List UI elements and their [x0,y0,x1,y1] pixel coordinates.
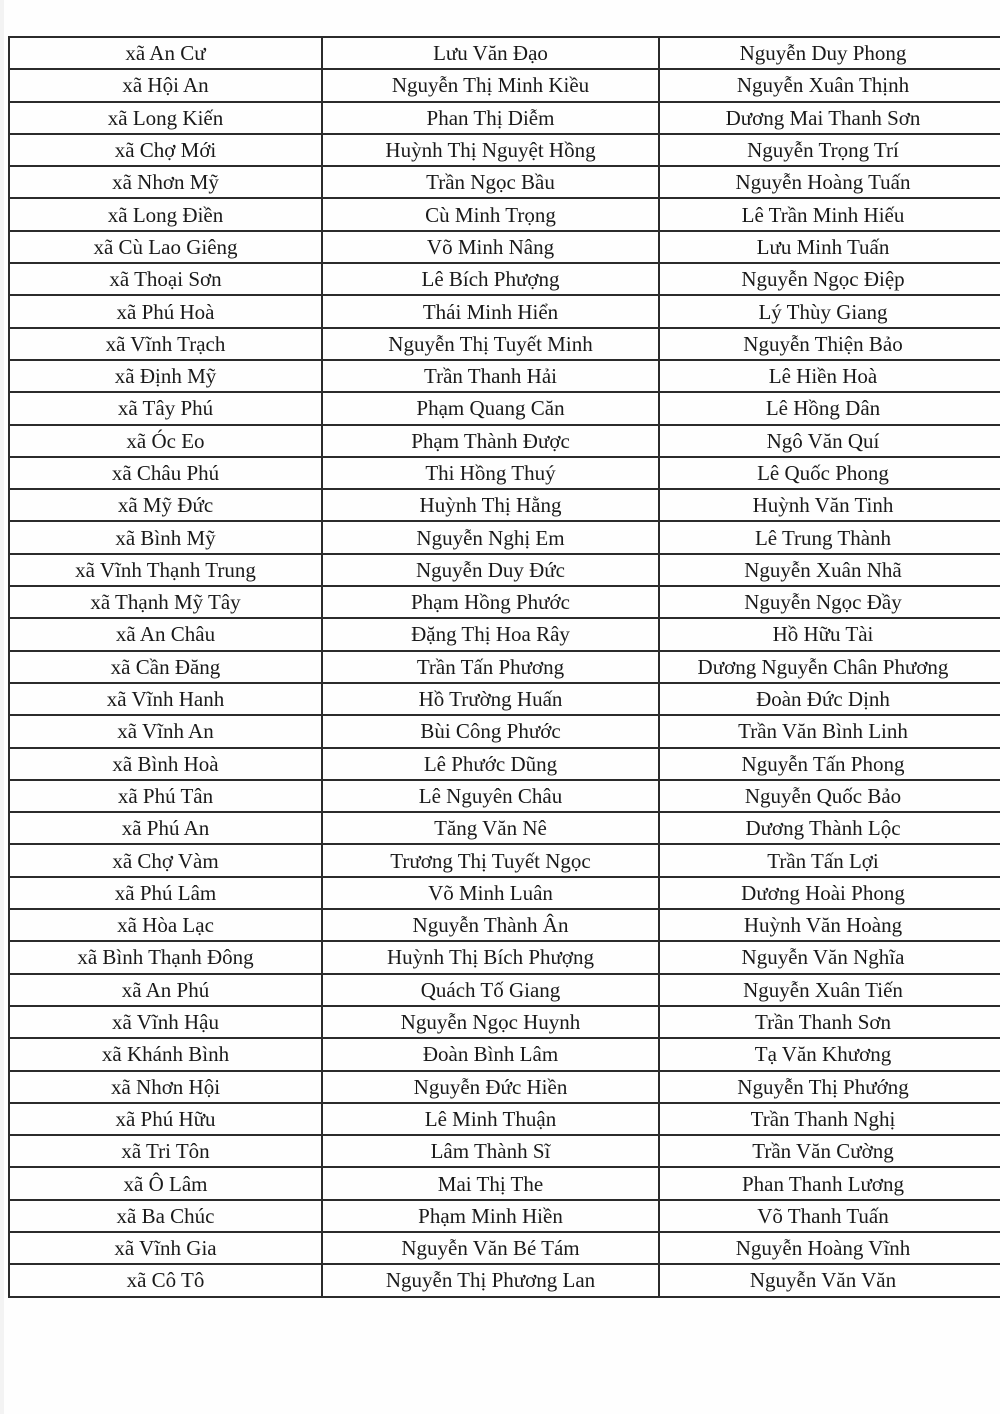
table-row [9,295,1000,327]
person-2-cell: Lê Trung Thành [659,521,1000,553]
table-row [9,909,1000,941]
person-1-cell: Phan Thị Diễm [322,102,659,134]
person-1-cell: Bùi Công Phước [322,715,659,747]
commune-cell: xã Thoại Sơn [9,263,322,295]
person-2-cell: Nguyễn Quốc Bảo [659,780,1000,812]
table-row [9,812,1000,844]
person-2-cell: Nguyễn Thiện Bảo [659,328,1000,360]
table-row [9,521,1000,553]
commune-cell: xã Long Kiến [9,102,322,134]
table-row [9,1167,1000,1199]
person-1-cell: Lê Minh Thuận [322,1103,659,1135]
person-2-cell: Nguyễn Trọng Trí [659,134,1000,166]
table-row [9,715,1000,747]
person-2-cell: Phan Thanh Lương [659,1167,1000,1199]
table-row [9,554,1000,586]
commune-cell: xã Phú Lâm [9,877,322,909]
person-2-cell: Lê Quốc Phong [659,457,1000,489]
commune-cell: xã Tri Tôn [9,1135,322,1167]
commune-cell: xã Long Điền [9,198,322,230]
person-2-cell: Trần Văn Cường [659,1135,1000,1167]
person-1-cell: Nguyễn Thị Tuyết Minh [322,328,659,360]
commune-personnel-table [8,36,1000,1298]
commune-cell: xã An Cư [9,37,322,69]
commune-cell: xã Bình Thạnh Đông [9,941,322,973]
person-1-cell: Lê Phước Dũng [322,748,659,780]
person-2-cell: Trần Thanh Sơn [659,1006,1000,1038]
table-row [9,360,1000,392]
table-row [9,651,1000,683]
person-1-cell: Võ Minh Luân [322,877,659,909]
person-2-cell: Huỳnh Văn Hoàng [659,909,1000,941]
table-row [9,748,1000,780]
person-1-cell: Mai Thị The [322,1167,659,1199]
person-2-cell: Trần Thanh Nghị [659,1103,1000,1135]
person-1-cell: Cù Minh Trọng [322,198,659,230]
table-row [9,457,1000,489]
commune-cell: xã Hòa Lạc [9,909,322,941]
table-row [9,1071,1000,1103]
table-row [9,941,1000,973]
table-row [9,263,1000,295]
commune-cell: xã Thạnh Mỹ Tây [9,586,322,618]
person-1-cell: Đoàn Bình Lâm [322,1038,659,1070]
person-2-cell: Lý Thùy Giang [659,295,1000,327]
table-row [9,1264,1000,1296]
person-1-cell: Thi Hồng Thuý [322,457,659,489]
table-row [9,489,1000,521]
table-row [9,425,1000,457]
person-1-cell: Hồ Trường Huấn [322,683,659,715]
person-1-cell: Huỳnh Thị Nguyệt Hồng [322,134,659,166]
commune-cell: xã Châu Phú [9,457,322,489]
person-1-cell: Nguyễn Thị Minh Kiều [322,69,659,101]
commune-cell: xã Bình Hoà [9,748,322,780]
person-2-cell: Nguyễn Tấn Phong [659,748,1000,780]
commune-cell: xã Nhơn Mỹ [9,166,322,198]
commune-cell: xã Chợ Mới [9,134,322,166]
person-2-cell: Hồ Hữu Tài [659,618,1000,650]
person-2-cell: Dương Hoài Phong [659,877,1000,909]
person-2-cell: Nguyễn Ngọc Đầy [659,586,1000,618]
table-row [9,1232,1000,1264]
person-1-cell: Võ Minh Nâng [322,231,659,263]
table-row [9,166,1000,198]
person-2-cell: Trần Tấn Lợi [659,844,1000,876]
person-1-cell: Phạm Hồng Phước [322,586,659,618]
commune-cell: xã Vĩnh Gia [9,1232,322,1264]
table-row [9,1038,1000,1070]
person-1-cell: Phạm Minh Hiền [322,1200,659,1232]
person-1-cell: Nguyễn Văn Bé Tám [322,1232,659,1264]
commune-cell: xã Phú Hoà [9,295,322,327]
commune-cell: xã Ô Lâm [9,1167,322,1199]
person-1-cell: Trần Thanh Hải [322,360,659,392]
person-2-cell: Tạ Văn Khương [659,1038,1000,1070]
person-1-cell: Lưu Văn Đạo [322,37,659,69]
commune-cell: xã Tây Phú [9,392,322,424]
person-1-cell: Phạm Quang Căn [322,392,659,424]
commune-cell: xã Ba Chúc [9,1200,322,1232]
table-row [9,683,1000,715]
person-2-cell: Huỳnh Văn Tinh [659,489,1000,521]
commune-cell: xã Phú Hữu [9,1103,322,1135]
person-1-cell: Huỳnh Thị Hằng [322,489,659,521]
commune-cell: xã Óc Eo [9,425,322,457]
person-2-cell: Nguyễn Xuân Nhã [659,554,1000,586]
table-row [9,328,1000,360]
person-1-cell: Trương Thị Tuyết Ngọc [322,844,659,876]
person-2-cell: Võ Thanh Tuấn [659,1200,1000,1232]
person-1-cell: Nguyễn Duy Đức [322,554,659,586]
page-edge [0,0,4,1414]
table-row [9,1006,1000,1038]
person-1-cell: Lâm Thành Sĩ [322,1135,659,1167]
table-row [9,974,1000,1006]
person-1-cell: Nguyễn Đức Hiền [322,1071,659,1103]
commune-cell: xã Cần Đăng [9,651,322,683]
person-1-cell: Lê Bích Phượng [322,263,659,295]
person-2-cell: Nguyễn Xuân Thịnh [659,69,1000,101]
table-row [9,780,1000,812]
commune-cell: xã Vĩnh Hanh [9,683,322,715]
person-2-cell: Nguyễn Hoàng Tuấn [659,166,1000,198]
commune-cell: xã Vĩnh An [9,715,322,747]
person-1-cell: Đặng Thị Hoa Rây [322,618,659,650]
commune-cell: xã Định Mỹ [9,360,322,392]
person-1-cell: Nguyễn Nghị Em [322,521,659,553]
person-1-cell: Tăng Văn Nê [322,812,659,844]
person-2-cell: Nguyễn Ngọc Điệp [659,263,1000,295]
table-row [9,198,1000,230]
person-1-cell: Trần Ngọc Bầu [322,166,659,198]
table-row [9,1103,1000,1135]
person-1-cell: Trần Tấn Phương [322,651,659,683]
person-2-cell: Ngô Văn Quí [659,425,1000,457]
person-1-cell: Huỳnh Thị Bích Phượng [322,941,659,973]
person-2-cell: Nguyễn Duy Phong [659,37,1000,69]
commune-cell: xã Nhơn Hội [9,1071,322,1103]
commune-cell: xã Vĩnh Thạnh Trung [9,554,322,586]
person-1-cell: Nguyễn Ngọc Huynh [322,1006,659,1038]
person-2-cell: Nguyễn Xuân Tiến [659,974,1000,1006]
table-row [9,69,1000,101]
person-2-cell: Dương Thành Lộc [659,812,1000,844]
table-row [9,877,1000,909]
person-2-cell: Lê Trần Minh Hiếu [659,198,1000,230]
commune-cell: xã Mỹ Đức [9,489,322,521]
person-2-cell: Nguyễn Thị Phướng [659,1071,1000,1103]
commune-cell: xã Cô Tô [9,1264,322,1296]
table-row [9,1200,1000,1232]
person-2-cell: Nguyễn Hoàng Vĩnh [659,1232,1000,1264]
commune-cell: xã Cù Lao Giêng [9,231,322,263]
person-2-cell: Nguyễn Văn Nghĩa [659,941,1000,973]
commune-cell: xã Vĩnh Trạch [9,328,322,360]
table-row [9,844,1000,876]
person-2-cell: Lê Hồng Dân [659,392,1000,424]
person-1-cell: Nguyễn Thành Ân [322,909,659,941]
table-row [9,392,1000,424]
commune-cell: xã Hội An [9,69,322,101]
table-body [9,37,1000,1297]
person-1-cell: Quách Tố Giang [322,974,659,1006]
commune-cell: xã An Châu [9,618,322,650]
person-1-cell: Thái Minh Hiển [322,295,659,327]
table-row [9,134,1000,166]
commune-cell: xã Phú An [9,812,322,844]
commune-cell: xã Chợ Vàm [9,844,322,876]
person-2-cell: Trần Văn Bình Linh [659,715,1000,747]
person-2-cell: Nguyễn Văn Văn [659,1264,1000,1296]
table-row [9,1135,1000,1167]
commune-cell: xã Vĩnh Hậu [9,1006,322,1038]
person-2-cell: Đoàn Đức Dịnh [659,683,1000,715]
table-row [9,586,1000,618]
commune-cell: xã Khánh Bình [9,1038,322,1070]
person-1-cell: Nguyễn Thị Phương Lan [322,1264,659,1296]
person-1-cell: Phạm Thành Được [322,425,659,457]
person-2-cell: Dương Nguyễn Chân Phương [659,651,1000,683]
person-2-cell: Dương Mai Thanh Sơn [659,102,1000,134]
table-row [9,37,1000,69]
person-1-cell: Lê Nguyên Châu [322,780,659,812]
commune-cell: xã Bình Mỹ [9,521,322,553]
commune-cell: xã Phú Tân [9,780,322,812]
table-row [9,618,1000,650]
table-row [9,102,1000,134]
commune-cell: xã An Phú [9,974,322,1006]
table-row [9,231,1000,263]
person-2-cell: Lê Hiền Hoà [659,360,1000,392]
person-2-cell: Lưu Minh Tuấn [659,231,1000,263]
